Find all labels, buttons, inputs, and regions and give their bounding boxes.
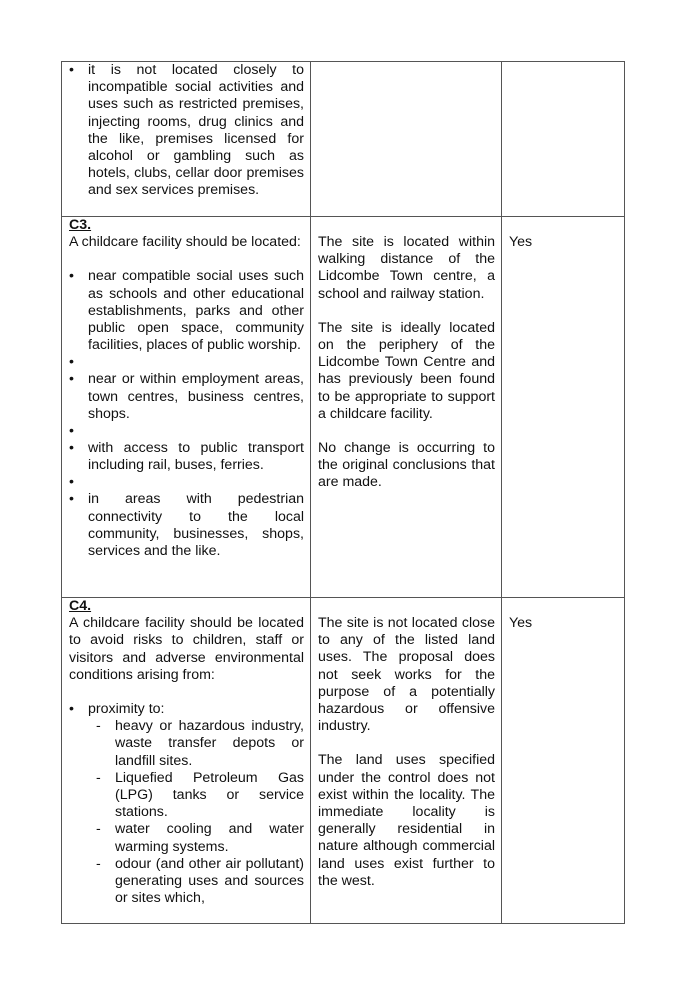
controls-table (61, 61, 625, 924)
control-intro: A childcare facility should be located to avoid risks to children, staff or visitors and adverse environmental conditions arising from: (69, 615, 304, 683)
table-row-continued (62, 62, 625, 217)
sub-list-item: - water cooling and water warming systems. (88, 821, 304, 855)
list-item: • it is not located closely to incompatible social activities and uses such as restricted premises, injecting rooms, drug clinics and the like, premises licensed for alcohol or gambling such as hotels, clubs, cellar door premises and sex services premises. (69, 62, 304, 200)
sub-list-item: - heavy or hazardous industry, waste transfer depots or landfill sites. (88, 718, 304, 770)
control-intro: A childcare facility should be located: (69, 234, 301, 251)
control-heading: C4. (69, 598, 92, 614)
compliance-cell (502, 598, 625, 924)
control-cell (62, 217, 311, 598)
list-item: • near compatible social uses such as schools and other educational establishments, parks and other public open space, community facilities, places of public worship. (69, 268, 304, 354)
control-heading: C3. (69, 217, 92, 233)
comment-paragraph: The land uses specified under the control does not exist within the locality. The immediate locality is generally residential in nature although commercial land uses exist further to the west. (318, 752, 495, 889)
list-item: • with access to public transport including rail, buses, ferries. (69, 440, 304, 474)
list-item: • proximity to: - heavy or hazardous industry, waste transfer depots or landfill sites. - Liquefied Petroleum Gas (LPG) tanks or service stations. - water cooling and water warming systems. - odour (and other air pollutant) generating uses and sources or sites which, (69, 701, 304, 907)
comment-paragraph: The site is not located close to any of the listed land uses. The proposal does not seek works for the purpose of a potentially hazardous or offensive industry. (318, 615, 495, 735)
sub-list-item: - Liquefied Petroleum Gas (LPG) tanks or service stations. (88, 770, 304, 822)
compliance-value: Yes (509, 234, 533, 250)
comment-paragraph: The site is ideally located on the periphery of the Lidcombe Town Centre and has previously been found to be appropriate to support a childcare facility. (318, 319, 495, 422)
list-item: • near or within employment areas, town centres, business centres, shops. (69, 371, 304, 423)
sub-list (88, 718, 304, 907)
sub-list-item: - odour (and other air pollutant) generating uses and sources or sites which, (88, 856, 304, 908)
comment-cell (311, 598, 502, 924)
compliance-value: Yes (509, 615, 533, 631)
bullet-list (69, 268, 304, 560)
bullet-list (69, 62, 304, 200)
control-cell (62, 62, 311, 217)
list-item: • in areas with pedestrian connectivity to the local community, businesses, shops, services and the like. (69, 491, 304, 560)
comment-paragraph: No change is occurring to the original conclusions that are made. (318, 440, 495, 491)
comment-paragraph: The site is located within walking distance of the Lidcombe Town centre, a school and railway station. (318, 234, 495, 302)
comment-cell (311, 62, 502, 217)
comment-cell (311, 217, 502, 598)
compliance-cell (502, 217, 625, 598)
table-row-c4 (62, 598, 625, 924)
compliance-cell (502, 62, 625, 217)
table-row-c3 (62, 217, 625, 598)
bullet-list (69, 701, 304, 907)
control-cell (62, 598, 311, 924)
